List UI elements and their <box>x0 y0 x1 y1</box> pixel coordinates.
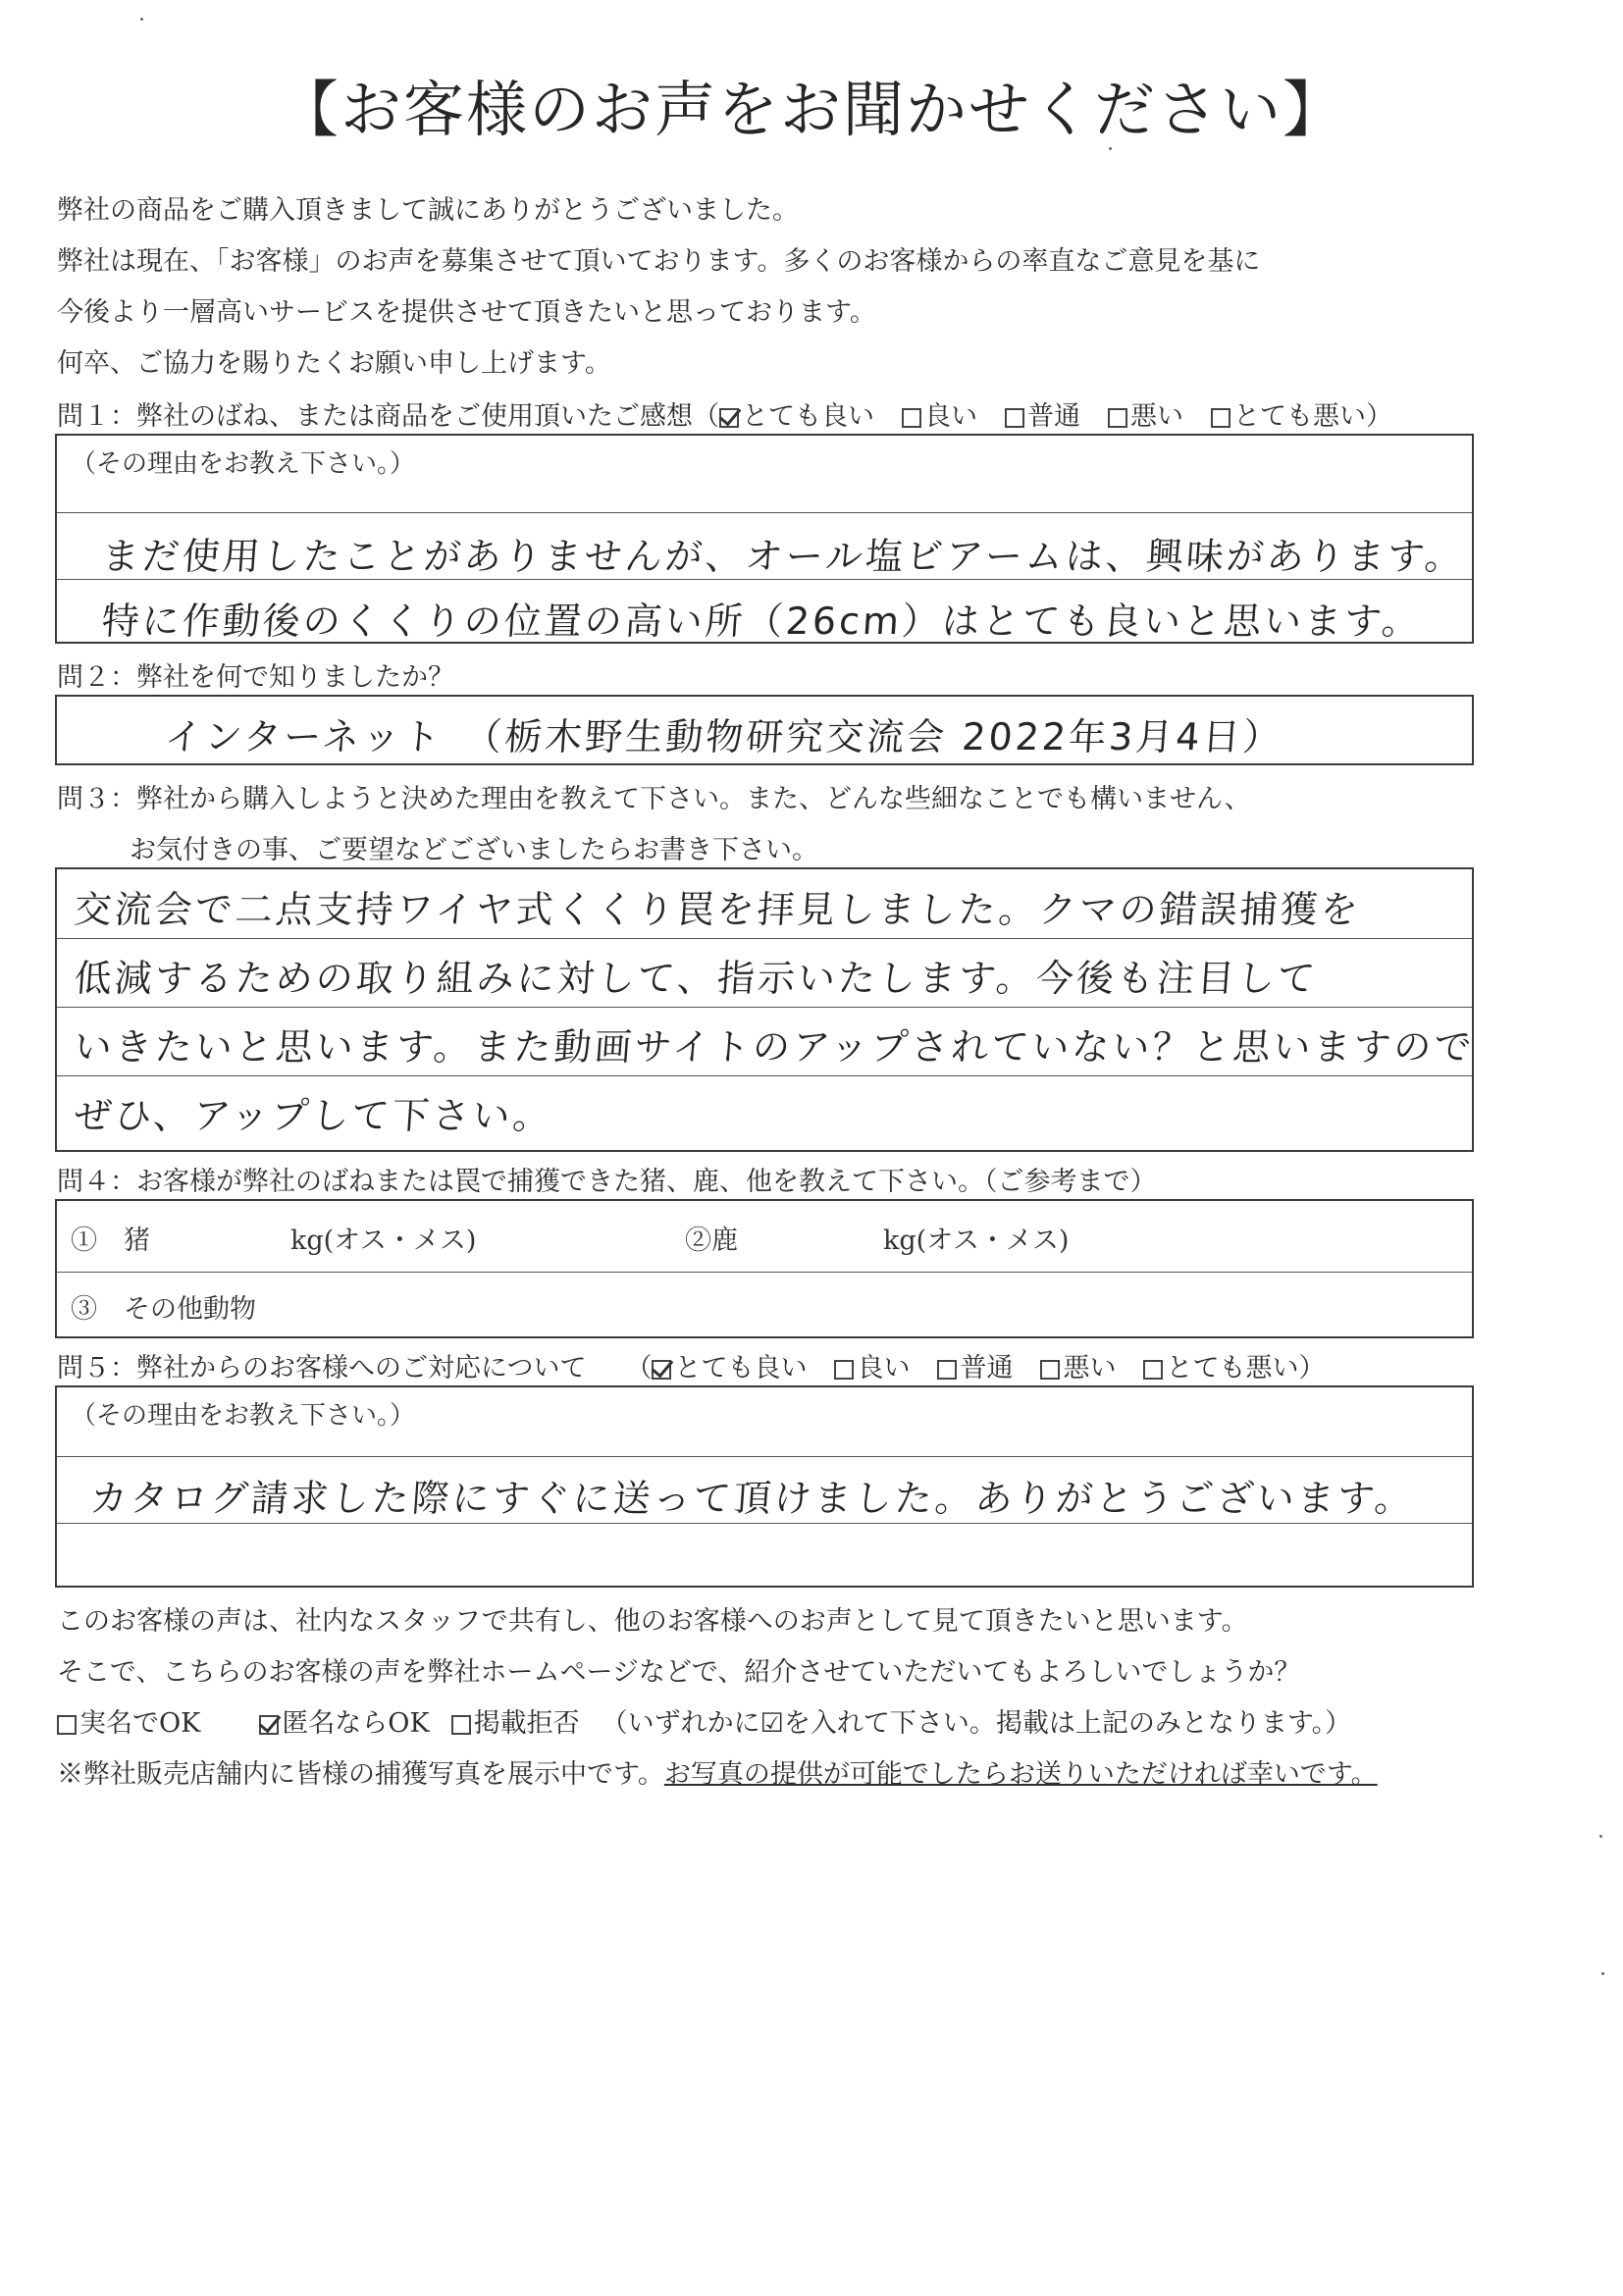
q1-row <box>57 394 1392 433</box>
scan-speck <box>1109 147 1112 150</box>
q4-deer-label: ②鹿 <box>685 1226 738 1256</box>
q1-option-good[interactable]: 良い <box>902 394 977 433</box>
q4-table <box>55 1199 1474 1338</box>
checkbox-icon <box>902 408 921 428</box>
checkbox-icon <box>1040 1360 1060 1380</box>
scan-speck <box>1601 1972 1604 1975</box>
answer-rule <box>57 1456 1472 1457</box>
publish-row <box>57 1701 1351 1740</box>
q5-option-very-bad[interactable]: とても悪い <box>1143 1346 1298 1384</box>
checkbox-icon <box>451 1715 471 1735</box>
publish-note: （いずれかに☑を入れて下さい。掲載は上記のみとなります。） <box>601 1708 1352 1739</box>
photo-note-a: ※弊社販売店舗内に皆様の捕獲写真を展示中です。 <box>57 1759 664 1790</box>
publish-option-anonymous[interactable]: 匿名ならOK <box>259 1701 429 1740</box>
checkbox-icon <box>1143 1360 1163 1380</box>
photo-note-b: お写真の提供が可能でしたらお送りいただければ幸いです。 <box>663 1759 1378 1790</box>
q5-option-average[interactable]: 普通 <box>937 1346 1013 1384</box>
q3-answer-line-2: 低減するための取り組みに対して、指示いたします。今後も注目して <box>73 957 1320 1000</box>
checkbox-icon <box>1005 408 1024 428</box>
q4-deer-weight: kg(オス・メス) <box>883 1226 1070 1256</box>
checkbox-icon <box>1108 408 1127 428</box>
q4-boar-weight: kg(オス・メス) <box>290 1226 477 1256</box>
scan-speck <box>140 18 143 21</box>
answer-rule <box>57 938 1472 939</box>
q5-reason-label: （その理由をお教え下さい。） <box>71 1401 416 1431</box>
q5-paren-open: （ <box>625 1353 653 1383</box>
q1-paren-open: （ <box>693 401 719 432</box>
intro-line-1: 弊社の商品をご購入頂きまして誠にありがとうございました。 <box>57 195 799 226</box>
q5-option-bad[interactable]: 悪い <box>1040 1346 1116 1384</box>
q3-answer-line-4: ぜひ、アップして下さい。 <box>73 1094 555 1137</box>
q2-label: 問２：弊社を何で知りましたか？ <box>57 662 454 693</box>
q3-answer-line-1: 交流会で二点支持ワイヤ式くくり罠を拝見しました。クマの錯誤捕獲を <box>73 888 1363 931</box>
q3-label-2: お気付きの事、ご要望などございましたらお書き下さい。 <box>130 835 818 865</box>
q1-answer-line-1: まだ使用したことがありませんが、オール塩ビアームは、興味があります。 <box>100 535 1467 578</box>
q1-option-very-bad[interactable]: とても悪い <box>1211 394 1366 433</box>
q3-answer-box <box>55 867 1474 1152</box>
closing-line-1: このお客様の声は、社内なスタッフで共有し、他のお客様へのお声として見て頂きたいと思います。 <box>57 1606 1248 1637</box>
q1-option-bad[interactable]: 悪い <box>1108 394 1183 433</box>
q1-option-very-good[interactable]: とても良い <box>719 394 874 433</box>
checkbox-icon <box>1211 408 1230 428</box>
checkbox-checked-icon <box>652 1360 671 1380</box>
q4-label: 問４：お客様が弊社のばねまたは罠で捕獲できた猪、鹿、他を教えて下さい。（ご参考まで） <box>57 1167 1157 1197</box>
q5-paren-close: ） <box>1298 1353 1326 1383</box>
q3-answer-line-3: いきたいと思います。また動画サイトのアップされていない？と思いますので <box>73 1025 1476 1069</box>
q2-answer: インターネット （栃木野生動物研究交流会 2022年3月4日） <box>163 715 1285 758</box>
q1-answer-line-2: 特に作動後のくくりの位置の高い所（26cm）はとても良いと思います。 <box>100 600 1424 643</box>
q4-other-label: ③ その他動物 <box>71 1294 256 1325</box>
intro-line-3: 今後より一層高いサービスを提供させて頂きたいと思っております。 <box>57 297 876 328</box>
checkbox-icon <box>57 1715 77 1735</box>
table-rule <box>57 1272 1472 1273</box>
answer-rule <box>57 1075 1472 1076</box>
answer-rule <box>57 1523 1472 1524</box>
q5-option-very-good[interactable]: とても良い <box>652 1346 807 1384</box>
checkbox-icon <box>834 1360 854 1380</box>
checkbox-checked-icon <box>719 408 739 428</box>
scan-speck <box>1599 1835 1602 1838</box>
q5-option-good[interactable]: 良い <box>834 1346 910 1384</box>
publish-option-decline[interactable]: 掲載拒否 <box>451 1701 580 1740</box>
q1-label: 問１：弊社のばね、または商品をご使用頂いたご感想 <box>57 401 693 432</box>
answer-rule <box>57 1007 1472 1008</box>
form-title: 【お客様のお声をお聞かせください】 <box>277 74 1345 145</box>
photo-note <box>57 1752 1378 1791</box>
q5-answer: カタログ請求した際にすぐに送って頂けました。ありがとうございます。 <box>88 1477 1417 1520</box>
checkbox-icon <box>937 1360 957 1380</box>
q1-paren-close: ） <box>1366 401 1392 432</box>
q1-answer-box <box>55 434 1474 644</box>
intro-line-4: 何卒、ご協力を賜りたくお願い申し上げます。 <box>57 348 611 379</box>
q5-answer-box <box>55 1385 1474 1588</box>
q2-answer-box <box>55 695 1474 765</box>
q5-row <box>57 1346 1325 1384</box>
publish-option-real-name[interactable]: 実名でOK <box>57 1701 200 1740</box>
q1-reason-label: （その理由をお教え下さい。） <box>71 449 416 479</box>
closing-line-2: そこで、こちらのお客様の声を弊社ホームページなどで、紹介させていただいてもよろしいでしょうか？ <box>57 1657 1301 1688</box>
checkbox-checked-icon <box>259 1715 279 1735</box>
q1-option-average[interactable]: 普通 <box>1005 394 1080 433</box>
answer-rule <box>57 512 1472 513</box>
q3-label: 問３：弊社から購入しようと決めた理由を教えて下さい。また、どんな些細なことでも構いません、 <box>57 784 1251 814</box>
q4-boar-label: ① 猪 <box>71 1226 150 1256</box>
intro-line-2: 弊社は現在、「お客様」のお声を募集させて頂いております。多くのお客様からの率直なご意見を基に <box>57 246 1261 277</box>
q5-label: 問５：弊社からのお客様へのご対応について <box>57 1353 587 1383</box>
